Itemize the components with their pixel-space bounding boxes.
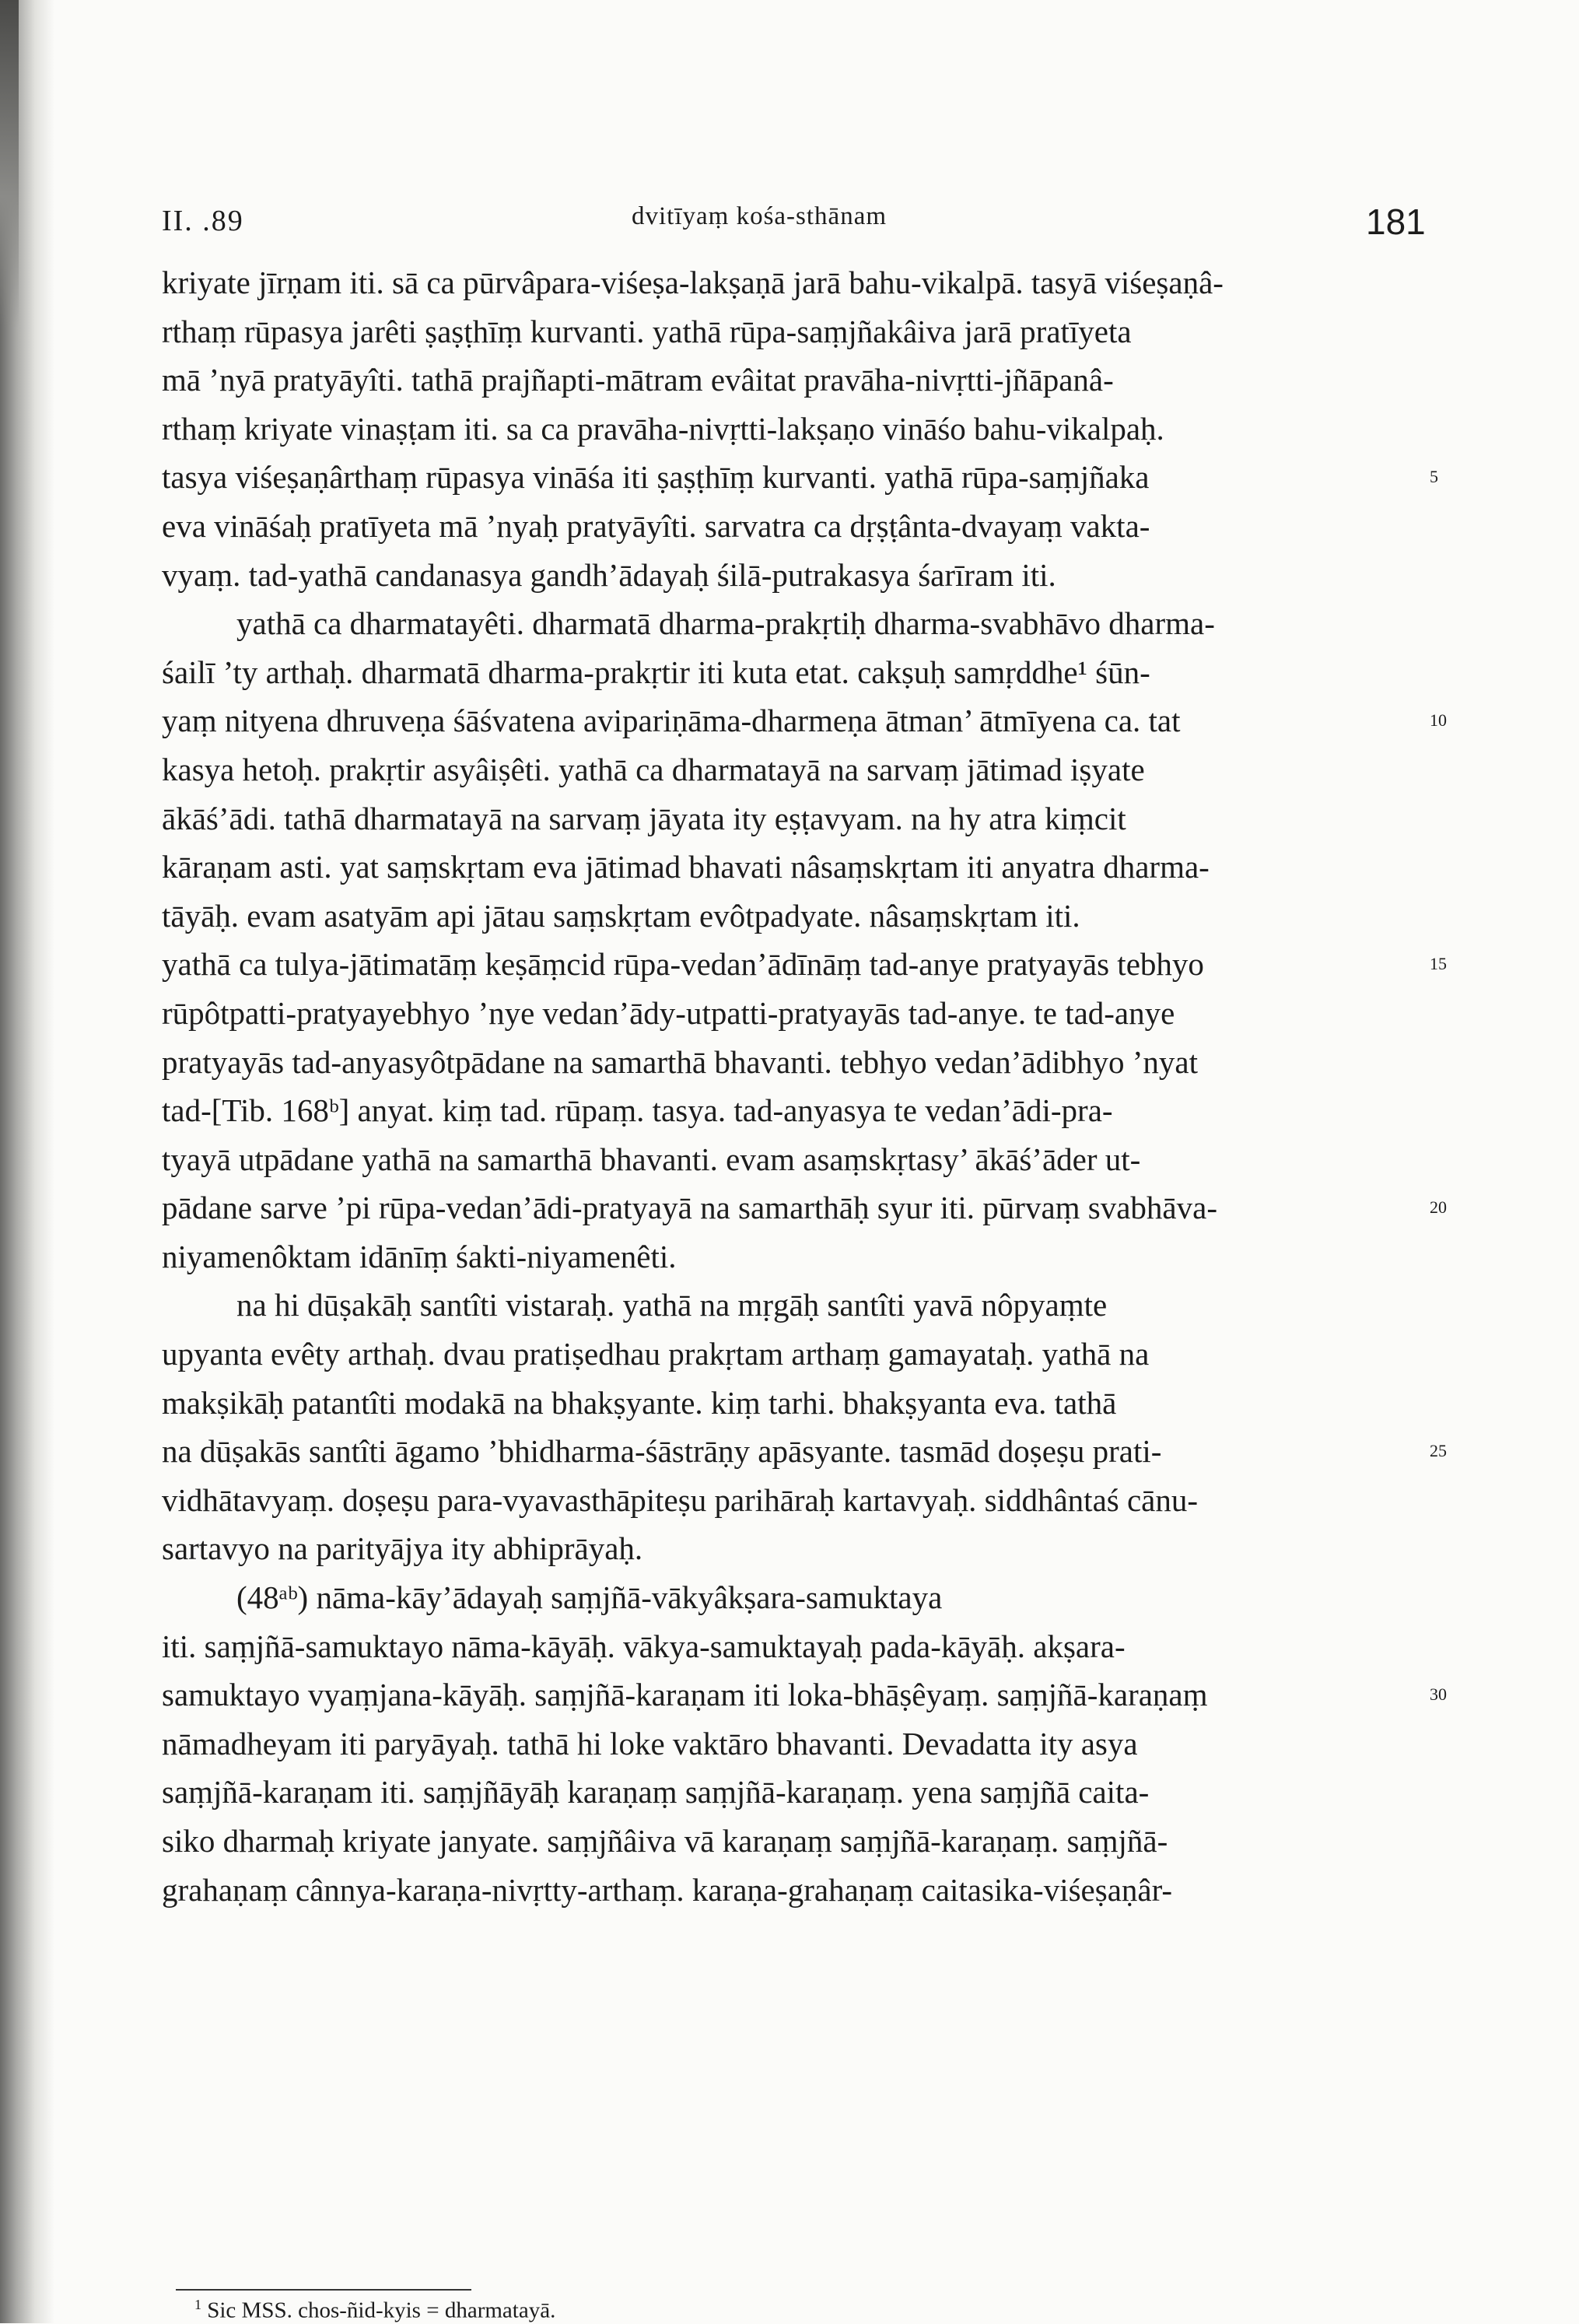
text-line [162,1330,1406,1379]
line-number: 10 [1430,710,1447,731]
line-number: 5 [1430,467,1438,487]
text-line [162,356,1406,405]
line-text: saṃjñā-karaṇam iti. saṃjñāyāḥ karaṇaṃ saṃjñā-karaṇaṃ. yena saṃjñā caita- [162,1774,1150,1810]
running-title: dvitīyaṃ kośa-sthānam [632,202,888,230]
line-text: rūpôtpatti-pratyayebhyo ’nye vedan’ādy-utpatti-pratyayās tad-anye. te tad-anye [162,994,1175,1031]
scan-corner-shadow [0,0,19,327]
text-line [162,1379,1406,1428]
footnote [194,2297,555,2324]
text-line [162,1719,1406,1768]
text-line [162,843,1406,892]
page-header [0,201,1579,255]
line-text: śailī ’ty arthaḥ. dharmatā dharma-prakṛtir iti kuta etat. cakṣuḥ samṛddhe¹ śūn- [162,654,1150,690]
line-text: yathā ca dharmatayêti. dharmatā dharma-prakṛtiḥ dharma-svabhāvo dharma- [236,605,1215,642]
line-text: tasya viśeṣaṇârthaṃ rūpasya vināśa iti ṣaṣṭhīṃ kurvanti. yathā rūpa-saṃjñaka [162,459,1150,496]
line-number: 25 [1430,1441,1447,1461]
text-line [162,1670,1447,1719]
text-line [162,405,1406,454]
text-line [162,1524,1406,1573]
text-line [162,1817,1406,1866]
text-line [162,989,1406,1038]
text-line [162,940,1447,989]
text-line [162,453,1438,502]
footnote-mark: 1 [194,2297,201,2312]
line-text: siko dharmaḥ kriyate janyate. saṃjñâiva vā karaṇaṃ saṃjñā-karaṇaṃ. saṃjñā- [162,1823,1168,1859]
text-line [162,1476,1406,1525]
text-line [162,1183,1447,1232]
line-text: niyamenôktam idānīṃ śakti-niyamenêti. [162,1238,677,1274]
text-line [162,599,1406,648]
line-text: mā ’nyā pratyāyîti. tathā prajñapti-mātram evâitat pravāha-nivṛtti-jñāpanâ- [162,362,1114,398]
line-text: makṣikāḥ patantîti modakā na bhakṣyante. kiṃ tarhi. bhakṣyanta eva. tathā [162,1384,1117,1421]
line-number: 30 [1430,1684,1447,1705]
line-text: tyayā utpādane yathā na samarthā bhavanti. evam asaṃskṛtasy’ ākāś’āder ut- [162,1141,1141,1177]
line-text: na dūṣakās santîti āgamo ’bhidharma-śāstrāṇy apāsyante. tasmād doṣeṣu prati- [162,1433,1162,1470]
text-line [162,258,1406,307]
footnote-rule [176,2289,471,2291]
line-text: vidhātavyaṃ. doṣeṣu para-vyavasthāpiteṣu parihāraḥ kartavyaḥ. siddhântaś cānu- [162,1481,1199,1518]
line-text: upyanta evêty arthaḥ. dvau pratiṣedhau prakṛtam arthaṃ gamayataḥ. yathā na [162,1336,1150,1372]
line-text: iti. saṃjñā-samuktayo nāma-kāyāḥ. vākya-samuktayaḥ pada-kāyāḥ. akṣara- [162,1628,1126,1664]
text-line [162,1573,1406,1622]
text-line [162,794,1406,843]
line-text: tad-[Tib. 168ᵇ] anyat. kiṃ tad. rūpaṃ. tasya. tad-anyasya te vedan’ādi-pra- [162,1092,1113,1129]
line-text: kriyate jīrṇam iti. sā ca pūrvâpara-viśeṣa-lakṣaṇā jarā bahu-vikalpā. tasyā viśeṣaṇâ- [162,265,1224,300]
text-line [162,1086,1406,1135]
line-text: tāyāḥ. evam asatyām api jātau saṃskṛtam evôtpadyate. nâsaṃskṛtam iti. [162,897,1080,934]
text-line [162,1135,1406,1184]
line-text: kāraṇam asti. yat saṃskṛtam eva jātimad bhavati nâsaṃskṛtam iti anyatra dharma- [162,849,1210,885]
text-line [162,502,1406,551]
text-line [162,648,1406,697]
line-text: na hi dūṣakāḥ santîti vistaraḥ. yathā na mṛgāḥ santîti yavā nôpyaṃte [236,1287,1108,1323]
body-text [162,258,1447,1914]
line-text: (48ᵃᵇ) nāma-kāy’ādayaḥ saṃjñā-vākyâkṣara-samuktaya [236,1579,943,1616]
page-number: 181 [1366,202,1426,242]
line-number: 20 [1430,1197,1447,1218]
line-text: eva vināśaḥ pratīyeta mā ’nyaḥ pratyāyîti. sarvatra ca dṛṣṭânta-dvayaṃ vakta- [162,507,1150,544]
line-text: ākāś’ādi. tathā dharmatayā na sarvaṃ jāyata ity eṣṭavyam. na hy atra kiṃcit [162,800,1126,836]
line-text: kasya hetoḥ. prakṛtir asyâiṣêti. yathā ca dharmatayā na sarvaṃ jātimad iṣyate [162,751,1145,787]
line-text: yathā ca tulya-jātimatāṃ keṣāṃcid rūpa-vedan’ādīnāṃ tad-anye pratyayās tebhyo [162,946,1204,983]
text-line [162,1038,1406,1087]
line-text: grahaṇaṃ cânnya-karaṇa-nivṛtty-arthaṃ. karaṇa-grahaṇaṃ caitasika-viśeṣaṇâr- [162,1871,1173,1908]
text-line [162,1232,1406,1281]
line-text: samuktayo vyaṃjana-kāyāḥ. saṃjñā-karaṇam iti loka-bhāṣêyaṃ. saṃjñā-karaṇaṃ [162,1677,1208,1713]
text-line [162,696,1447,745]
text-line [162,745,1406,794]
text-line [162,892,1406,941]
text-line [162,1427,1447,1476]
line-text: pādane sarve ’pi rūpa-vedan’ādi-pratyayā na samarthāḥ syur iti. pūrvaṃ svabhāva- [162,1190,1217,1226]
line-text: pratyayās tad-anyasyôtpādane na samarthā bhavanti. tebhyo vedan’ādibhyo ’nyat [162,1043,1198,1080]
line-text: rthaṃ kriyate vinaṣṭam iti. sa ca pravāha-nivṛtti-lakṣaṇo vināśo bahu-vikalpaḥ. [162,410,1164,447]
text-line [162,307,1406,356]
footnote-text: Sic MSS. chos-ñid-kyis = dharmatayā. [207,2298,556,2323]
line-text: yaṃ nityena dhruveṇa śāśvatena avipariṇāma-dharmeṇa ātman’ ātmīyena ca. tat [162,703,1181,739]
text-line [162,1866,1406,1915]
line-text: rthaṃ rūpasya jarêti ṣaṣṭhīṃ kurvanti. yathā rūpa-saṃjñakâiva jarā pratīyeta [162,313,1132,349]
line-number: 15 [1430,954,1447,974]
line-text: sartavyo na parityājya ity abhiprāyaḥ. [162,1530,643,1567]
scan-spine-shadow [0,0,54,2323]
text-line [162,1622,1406,1671]
line-text: vyaṃ. tad-yathā candanasya gandh’ādayaḥ śilā-putrakasya śarīram iti. [162,556,1056,593]
line-text: nāmadheyam iti paryāyaḥ. tathā hi loke vaktāro bhavanti. Devadatta ity asya [162,1725,1138,1761]
section-reference: II. .89 [162,205,244,237]
text-line [162,551,1406,600]
text-line [162,1768,1406,1817]
text-line [162,1281,1406,1330]
